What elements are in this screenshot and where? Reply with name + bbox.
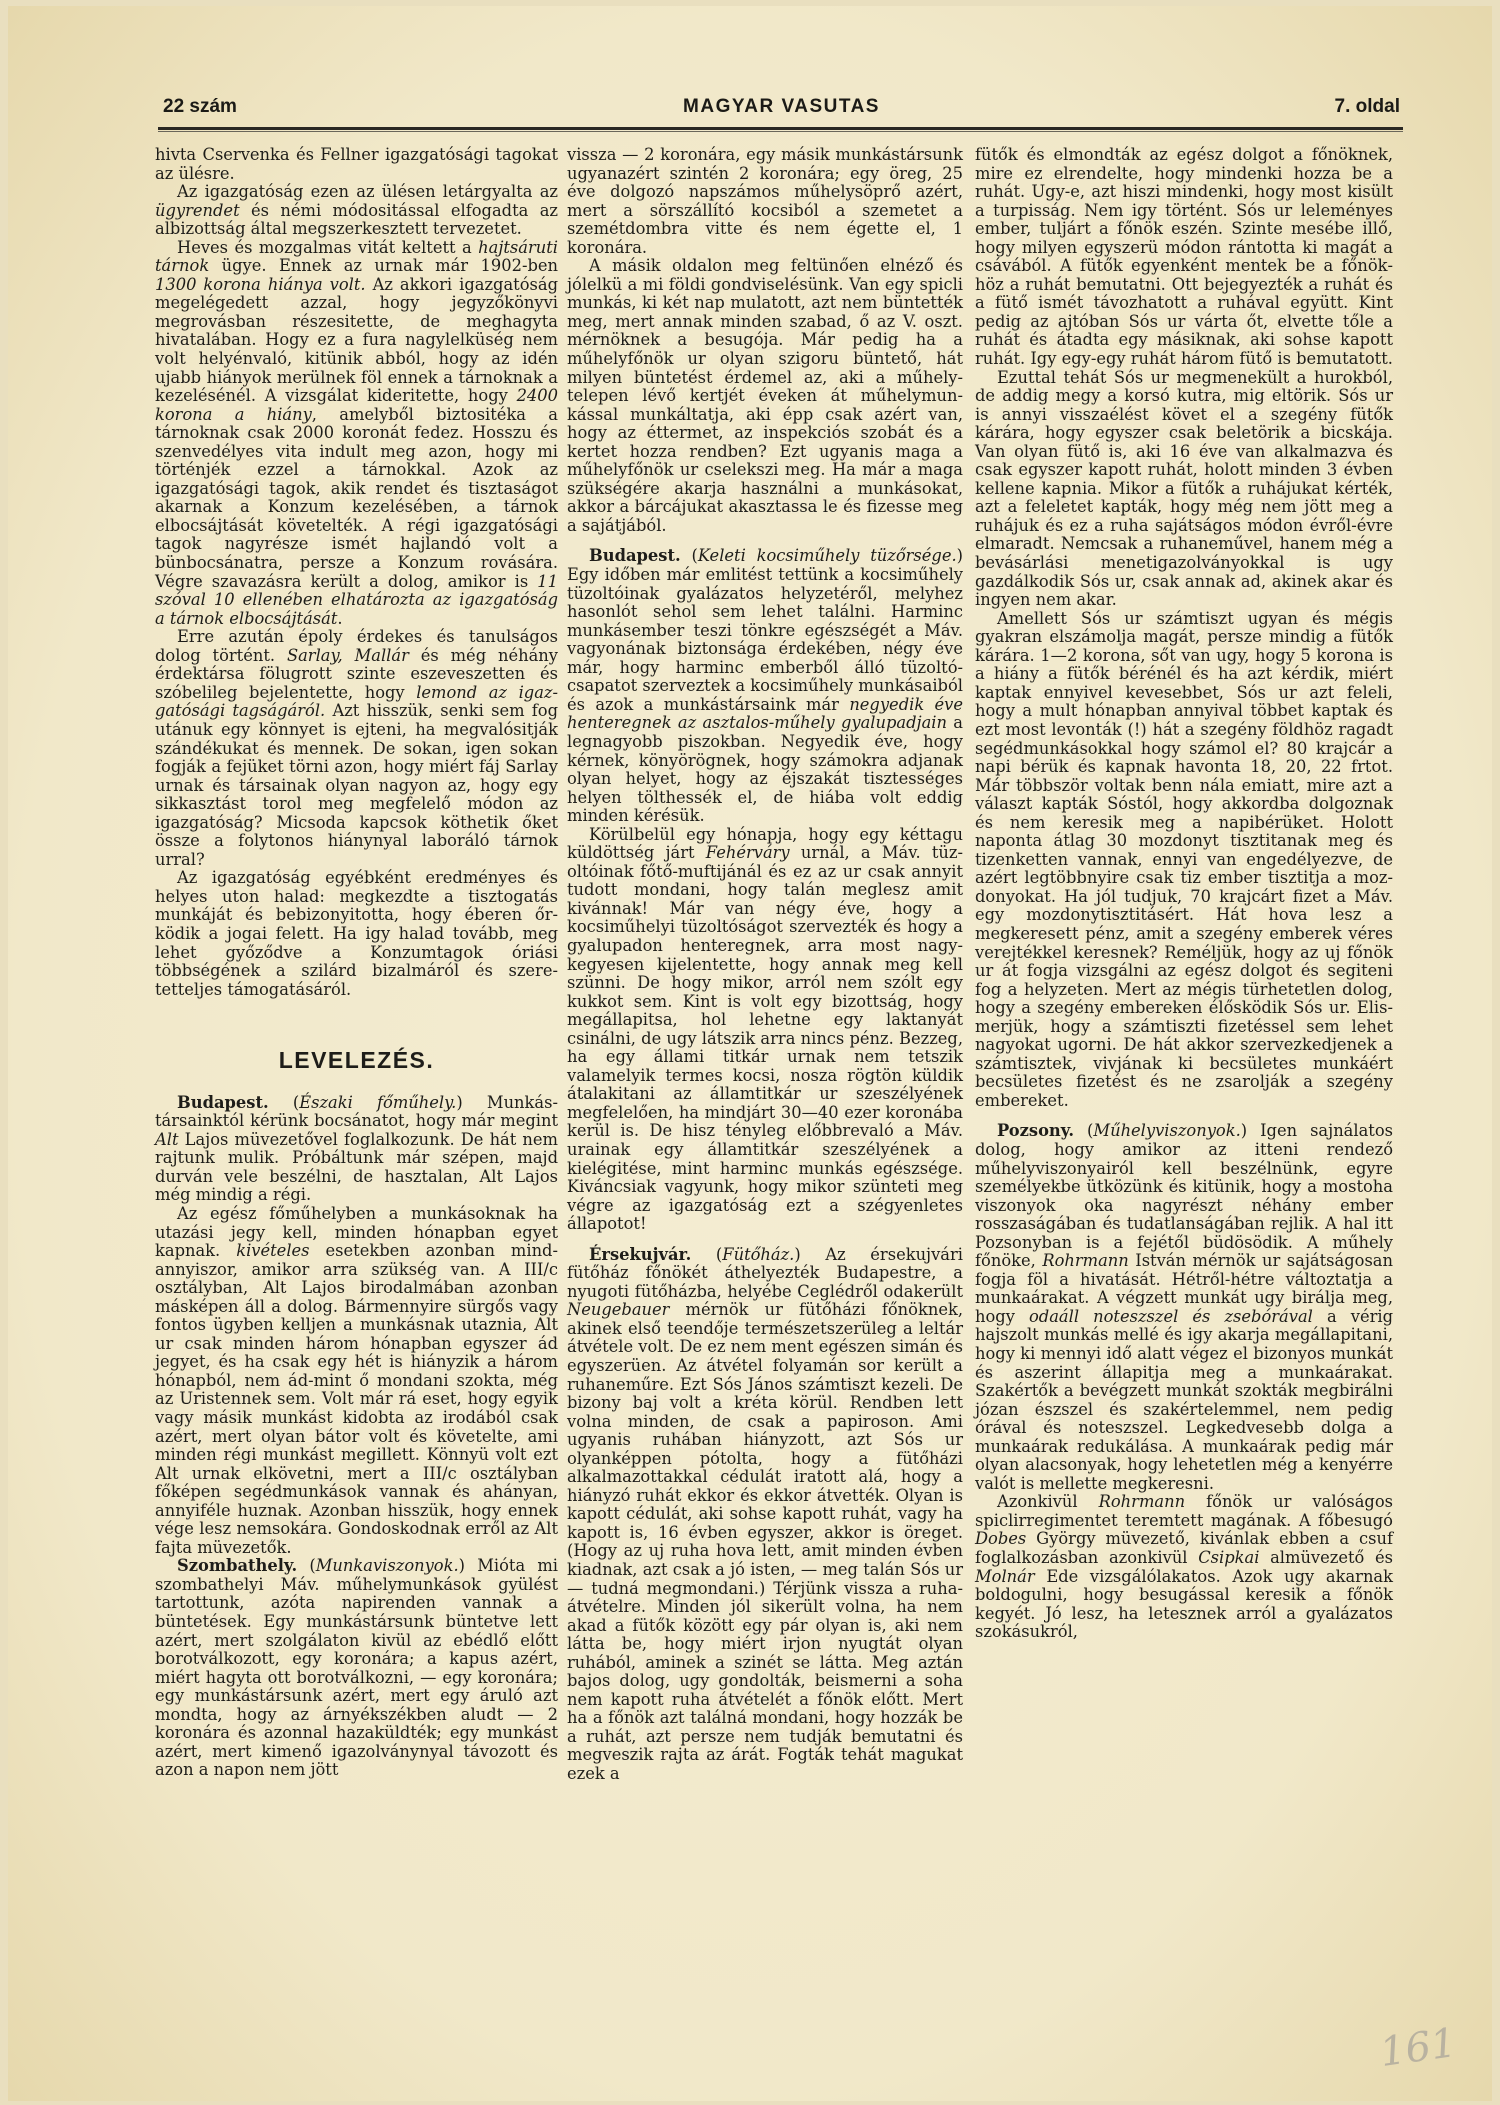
text-run: (	[691, 1244, 723, 1264]
text-column-2	[567, 146, 963, 1784]
article-paragraph	[567, 257, 963, 535]
dateline-place: Budapest.	[177, 1092, 269, 1112]
issue-number: 22 szám	[163, 96, 237, 117]
text-run: György müvezető, kivánlak ebben a csuf foglalkozásban azonkivül	[975, 1529, 1393, 1568]
article-paragraph	[155, 628, 558, 869]
text-run: urnál, a Máv. tüzoltóinak főtő-muftijánál és ez az ur csak annyit tudott mondani, hogy talán meglesz amit kivánnak! Már van négy éve, hogy a kocsiműhelyi tüzoltóságot szervezték és hogy a gyalupadon henteregnek, arra most nagykegyesen kijelentette, hogy annak meg kell szünni. De hogy mikor, arról nem szólt egy kukkot sem. Kint is volt egy bizottság, hogy megállapitsa, hol lehetne egy laktanyát csinálni, de ugy látszik arra nincs pénz. Bezzeg, ha egy állami titkár urnak nem tetszik valamelyik termes kocsi, nosza rögtön küldik átalakitani az államtitkár ur szeszélyének megfelelően, ha mindjárt 30—40 ezer koronába kerül is. De hisz tényleg előbbrevaló a Máv. urainak egy államtitkár szeszélyének a kielégitése, mint harminc munkás egészsége. Kiváncsiak vagyunk, hogy mikor szünteti meg végre az igazgatóság ezt a szégyenletes állapotot!	[567, 843, 963, 1234]
dateline-place: Budapest.	[589, 546, 681, 566]
text-run: Azt hisszük, senki sem fog utánuk egy könnyet is ejteni, ha megvalósitják szándékukat és mennek. De sokan, igen sokan fogják a fejüket törni azon, hogy miért fáj Sarlay urnak és társainak olyan nagyon az, hogy egy sikkasztást torol meg megfelelő módon az igazgatóság? Micsoda kapcsok köthetik őket össze a folytonos hiánynyal laboráló tárnok urral?	[155, 701, 558, 869]
italic-text: Rohrmann	[1042, 1251, 1129, 1271]
article-paragraph	[975, 1122, 1393, 1493]
text-run: István mérnök ur sajátságosan fogja föl a hivatását. Hétről-hétre változtatja a munkaárakat. A végzett munkát ugy birálja meg, hogy	[975, 1251, 1393, 1326]
italic-text: Molnár	[975, 1566, 1035, 1586]
dateline-place: Érsekujvár.	[589, 1244, 692, 1264]
text-run: ) Egy időben már emlitést tettünk a kocsiműhely tüzoltóinak gyalázatos helyzetéről, melyhez hasonlót sehol sem lehet találni. Harminc munkásember teszi tönkre egészségét a Máv. vagyonának biztonsága érdekében, négy éve már, hogy harminc emberből álló tüzoltó-csapatot szerveztek a kocsiműhely munkásaiból és azok a munkástársaink már	[567, 546, 963, 714]
italic-text: Fehérváry	[705, 843, 790, 863]
text-run: és némi módositással elfogadta az albizottság által megszerkesztett tervezetet.	[155, 200, 558, 239]
text-run: Ezuttal tehát Sós ur megmenekült a hurokból, de addig megy a korsó kutra, mig eltörik. Sós ur is annyi visszaélést követ el a szegény fütők kárára, hogy egyszer csak beletörik a bicskája. Van olyan fütő is, aki 16 éve van alkalmazva és csak egyszer kapott ruhát, holott minden 3 évben kellene kapnia. Mikor a fütők a ruhájukat kérték, azt a feleletet kapták, hogy még nem jött meg a ruhájuk és ez a ruha sajátságos módon évről-évre elmaradt. Nemcsak a ruhaneművel, hanem még a bevásárlási menetigazolványokkal is ugy gazdálkodik Sós ur, csak annak ad, akinek akar és ingyen nem akar.	[975, 367, 1393, 610]
italic-text: Műhelyviszonyok.	[1093, 1121, 1241, 1141]
text-run: ügye. Ennek az urnak már 1902-ben	[209, 256, 558, 276]
italic-text: odaáll noteszszel és zsebórával	[1029, 1306, 1313, 1326]
article-paragraph	[567, 826, 963, 1234]
italic-text: 11 szóval 10 ellenében elhatározta az igazgatóság a tárnok elbocsájtását	[155, 571, 558, 628]
italic-text: Rohrmann	[1098, 1492, 1186, 1512]
text-run: ) Mióta mi szombathelyi Máv. műhelymunkások gyülést tartottunk, azóta napirenden vannak a büntetések. Egy munkástársunk büntetve lett azért, mert szolgálaton kivül az ebédlő előtt borotválkozott, egy koronára; a kapus azért, miért hagyta ott borotválkozni, — egy koronára; egy munkástársunk azért, mert egy áruló azt mondta, hogy az árnyékszékben aludt — 2 koronára és azonnal hazaküldték; egy munkást azért, mert kimenő igazolványnyal távozott és azon a napon nem jött	[155, 1556, 559, 1780]
text-column-1	[155, 146, 558, 1780]
text-run: a vérig hajszolt munkás mellé és igy akarja megállapitani, hogy ki mennyi idő alatt végez el bizonyos munkát és aszerint állapitja meg a munkaárakat. Szakértők a bevégzett munkát szokták megbirálni józan észszel és szakértelemmel, nem pedig órával és noteszszel. Legkedvesebb dolga a munkaárak redukálása. A munkaárak pedig már olyan alacsonyak, hogy lehetetlen még a kenyérre valót is mellette megkeresni.	[975, 1306, 1393, 1493]
text-run: ) Igen sajnálatos dolog, hogy amikor az itteni rendező műhelyviszonyairól kell beszélnünk, egyre személyekbe ütközünk és kitünik, hogy a mostoha viszonyok oka nagyrészt néhány ember rosszaságában és tudatlanságában rejlik. A hal itt Pozsonyban is a fejétől büdösödik. A műhely főnöke,	[975, 1121, 1393, 1271]
article-paragraph	[975, 146, 1393, 369]
page-number: 7. oldal	[1334, 96, 1400, 117]
text-run: Az igazgatóság ezen az ülésen letárgyalta az	[177, 182, 558, 202]
text-run: Ede vizsgálólakatos. Azok ugy akarnak boldogulni, hogy besugással keresik a főnök kegyét. Jó lesz, ha letesznek arról a gyalázatos szokásukról,	[975, 1566, 1393, 1642]
text-run: .	[337, 608, 343, 628]
text-run: (	[680, 546, 698, 566]
italic-text: Munkaviszonyok.	[315, 1556, 459, 1576]
italic-text: Neugebauer	[567, 1300, 670, 1320]
dateline-place: Pozsony.	[997, 1121, 1075, 1141]
handwritten-page-note: 161	[1377, 2019, 1460, 2077]
text-run: (	[268, 1092, 300, 1112]
text-run: vissza — 2 koronára, egy másik munkástársunk ugyanazért szintén 2 koronára; egy öreg, 25 éve dolgozó napszámos műhelysöprő azért, mert a sörszállító kocsiból a szemetet a szemétdombra vitte és nem égette el, 1 koronára.	[567, 145, 963, 257]
article-paragraph	[567, 547, 963, 825]
italic-text: Keleti kocsiműhely tüzőrsége.	[697, 546, 957, 566]
dateline-place: Szombathely.	[177, 1556, 298, 1576]
italic-text: Csipkai	[1198, 1548, 1260, 1568]
text-run: A másik oldalon meg feltünően elnéző és jólelkü a mi földi gondviselésünk. Van egy spicli munkás, ki két nap mulatott, azt nem büntették meg, mert annak minden szabad, ő az V. oszt. mérnöknek a besugója. Már pedig ha a műhelyfőnök ur olyan szigoru büntető, hát milyen büntetést érdemel az, aki a műhelytelepen lévő kertjét éveken át műhelymunkással munkáltatja, aki épp csak azért van, hogy az éttermet, az inspekciós szobát és a kertet hozza rendben? Ezt ugyanis maga a műhelyfőnök ur cselekszi meg. Ha már a maga szükségére akarja használni a munkásokat, akkor a bárcájukat akasztassa le és fizesse meg a sajátjából.	[567, 256, 963, 535]
italic-text: negyedik éve henteregnek az asztalos-műhely gyalupadjain	[567, 694, 963, 733]
article-paragraph	[975, 369, 1393, 610]
text-run: almüvezető és	[1259, 1548, 1393, 1568]
italic-text: 2400 korona a hiány	[155, 386, 558, 424]
text-run: Erre azután époly érdekes és tanulságos dolog történt.	[155, 627, 558, 665]
italic-text: Fütőház.	[722, 1244, 795, 1264]
text-run: ) Munkástársainktól kérünk bocsánatot, hogy már megint	[155, 1092, 558, 1131]
article-paragraph	[975, 610, 1393, 1111]
article-paragraph	[155, 869, 558, 999]
text-run: Lajos müvezetővel foglalkozunk. De hát nem rajtunk mulik. Próbáltunk már szépen, majd durván vele beszélni, de hasztalan, Alt Lajos még mindig a régi.	[155, 1129, 558, 1205]
text-run: Azonkivül	[997, 1492, 1099, 1512]
page-header	[163, 96, 1400, 126]
newspaper-title: MAGYAR VASUTAS	[683, 96, 880, 117]
section-heading: LEVELEZÉS.	[278, 1047, 435, 1074]
italic-text: Dobes	[975, 1529, 1027, 1549]
text-run: (	[1074, 1121, 1094, 1141]
italic-text: kivételes	[236, 1241, 310, 1261]
article-paragraph	[155, 146, 558, 183]
article-paragraph	[155, 239, 558, 628]
text-run: Heves és mozgalmas vitát keltett a	[177, 237, 479, 257]
text-column-3	[975, 146, 1393, 1642]
text-run: Az egész főműhelyben a munkásoknak ha utazási jegy kell, minden hónapban egyet kapnak.	[155, 1203, 558, 1261]
article-paragraph	[155, 1094, 558, 1205]
italic-text: hajtsáruti tárnok	[155, 237, 558, 276]
text-run: (	[297, 1556, 316, 1576]
header-rule	[158, 127, 1403, 130]
header-rule-thin	[158, 131, 1403, 132]
text-run: esetekben azonban mindannyiszor, amikor arra szükség van. A III/c osztályban, Alt Lajos birodalmában azonban másképen áll a dolog. Bármennyire sürgős vagy fontos ügyben kelljen a munkásnak utaznia, Alt ur csak minden három hónapban egyszer ád jegyet, és ha csak egy hét is hiányzik a három hónapból, nem ád-mint ő mondani szokta, még az Uristennek sem. Volt már rá eset, hogy egyik vagy másik munkást kidobta az irodából csak azért, mert olyan bátor volt és követelte, ami minden régi munkást megillett. Könnyü volt ezt Alt urnak elkövetni, mert a III/c osztályban főképen segédmunkások vannak és ahányan, annyiféle huznak. Azonban hisszük, hogy ennek vége lesz nemsokára. Gondoskodnak erről az Alt fajta müvezetők.	[155, 1241, 558, 1557]
text-run: mérnök ur fütőházi főnöknek, akinek első teendője természetszerüleg a leltár átvétele volt. De ez nem ment egészen simán és egyszerüen. Az átvétel folyamán sor került a ruhaneműre. Ezt Sós János számtiszt kezeli. De bizony baj volt a kréta körül. Rendben lett volna minden, de csak a papiroson. Ami ugyanis ruhában hiányzott, azt Sós ur olyanképpen pótolta, hogy a fütőházi alkalmazottakkal cédulát iratott alá, hogy a hiányzó ruhát ekkor és ekkor átvették. Olyan is kapott cédulát, aki sohse kapott ruhát, vagy ha kapott is, 16 évben egyszer, akkor is öreget. (Hogy az uj ruha hova lett, amit minden évben kiadnak, azt csak a jó isten, — meg talán Sós ur — tudná megmondani.) Térjünk vissza a ruhaátvételre. Minden jól sikerült volna, ha nem akad a fütők között egy pár olyan is, aki nem látta be, hogy miért irjon nyugtát olyan ruhából, aminek a szinét se látta. Meg aztán bajos dolog, ugy gondolták, beismerni a soha nem kapott ruha átvételét a főnök előtt. Mert ha a főnök azt találná mondani, hogy hozzák be a ruhát, azt persze nem tudják bemutatni és megveszik rajta az árát. Fogták tehát magukat ezek a	[567, 1300, 963, 1784]
italic-text: 1300 korona hiánya volt.	[155, 274, 366, 294]
text-run: fütők és elmondták az egész dolgot a főnöknek, mire ez elrendelte, hogy mindenki hozza be a ruhát. Ugy-e, azt hiszi mindenki, hogy most kisült a turpisság. Nem igy történt. Sós ur leleményes ember, tuljárt a főnök eszén. Szinte mesébe illő, hogy milyen egyszerü módon rántotta ki magát a csávából. A fütők egyenként mentek be a főnökhöz a ruhát bemutatni. Ott bejegyezték a ruhát és a fütő ismét távozhatott a ruhával együtt. Kint pedig az ajtóban Sós ur várta őt, elvette tőle a ruhát és átadta egy másiknak, aki sohse kapott ruhát. Igy egy-egy ruhát három fütő is bemutatott.	[975, 145, 1393, 369]
text-run: hivta Cservenka és Fellner igazgatósági tagokat az ülésre.	[155, 145, 558, 183]
text-run: Az akkori igazgatóság megelégedett azzal, hogy jegyzőkönyvi megrovásban részesitette, de meghagyta hivatalában. Hogy ez a fura nagylelküség nem volt helyénvaló, kitünik abból, hogy az idén ujabb hiányok merülnek föl ennek a tárnoknak a kezelésénél. A vizsgálat kideritette, hogy	[155, 274, 558, 406]
text-run: főnök ur valóságos spiclirregimentet teremtett magának. A főbesugó	[975, 1492, 1393, 1530]
text-run: , amelyből biztositéka a tárnoknak csak 2000 koronát fedez. Hosszu és szenvedélyes vita indult meg azon, hogy mi történjék ezzel a tárnokkal. Azok az igazgatósági tagok, akik rendet és tisztaságot akarnak a Konzum kezelésében, a tárnok elbocsájtását követelték. A régi igazgatósági tagok nagyrésze ismét hajlandó volt a bünbocsánatra, persze a Konzum rovására. Végre szavazásra került a dolog, amikor is	[155, 404, 558, 591]
text-run: a legnagyobb piszokban. Negyedik éve, hogy kérnek, könyörögnek, hogy számokra adjanak olyan helyet, hogy az éjszakát tisztességes helyen tölthessék el, de hiába volt eddig minden kérésük.	[567, 713, 963, 826]
italic-text: Alt	[155, 1129, 179, 1149]
article-paragraph	[155, 1205, 558, 1557]
italic-text: Sarlay, Mallár	[286, 645, 409, 665]
text-run: és még néhány érdektársa fölugrott szinte eszeveszetten és szóbelileg bejelentette, hogy	[155, 645, 558, 702]
text-run: Az igazgatóság egyébként eredményes és helyes uton halad: megkezdte a tisztogatás munkáját és bebizonyitotta, hogy éberen őrködik a jogai felett. Ha igy halad tovább, meg lehet győződve a Konzumtagok óriási többségének a szilárd bizalmáról és szeretetteljes támogatásáról.	[155, 868, 558, 999]
article-paragraph	[975, 1493, 1393, 1641]
article-paragraph	[155, 183, 558, 239]
article-paragraph	[567, 146, 963, 257]
text-run: ) Az érsekujvári fütőház főnökét áthelyezték Budapestre, a nyugoti fütőházba, helyébe Ceglédről odakerült	[567, 1244, 963, 1301]
italic-text: ügyrendet	[155, 200, 240, 220]
text-run: Körülbelül egy hónapja, hogy egy kéttagu küldöttség járt	[567, 824, 963, 863]
article-paragraph	[567, 1246, 963, 1784]
text-run: Amellett Sós ur számtiszt ugyan és mégis gyakran elszámolja magát, persze mindig a fütők kárára. 1—2 korona, sőt van ugy, hogy 5 korona is a hiány a fütők bérénél és ha azt kérdik, miért kaptak ennyivel kevesebbet, Sós ur azt feleli, hogy a mult hónapban annyival többet kaptak és ezt most levonták (!) hát a szegény földhöz ragadt segédmunkásokkal hogy számol el? 80 krajcár a napi bérük és kapnak havonta 18, 20, 22 frtot. Már többször voltak benn nála emiatt, mire azt a választ kapták Sóstól, hogy akkordba dolgoznak és nem keresik meg a napibérüket. Holott naponta átlag 30 mozdonyt tisztitanak meg és tizenketten vannak, ennyi van engedélyezve, de azért legtöbbnyire csak tiz ember tisztitja a mozdonyokat. Ha jól tudjuk, 70 krajcárt fizet a Máv. egy mozdonytisztitásért. Hát hova lesz a megkeresett pénz, amit a szegény emberek véres verejtékkel keresnek? Reméljük, hogy az uj főnök ur át fogja vizsgálni az egész dolgot és segiteni fog a helyzeten. Mert az mégis türhetetlen dolog, hogy a szegény embereken élősködik Sós ur. Elismerjük, hogy a számtiszti fizetéssel sem lehet nagyokat ugorni. De hát akkor szervezkedjenek a számtisztek, vivjának ki becsületes munkáért becsületes fizetést és ne zsarolják a szegény embereket.	[975, 608, 1393, 1110]
italic-text: Északi főműhely.	[299, 1092, 457, 1112]
article-paragraph	[155, 1557, 558, 1780]
italic-text: lemond az igazgatósági tagságáról.	[155, 682, 558, 721]
